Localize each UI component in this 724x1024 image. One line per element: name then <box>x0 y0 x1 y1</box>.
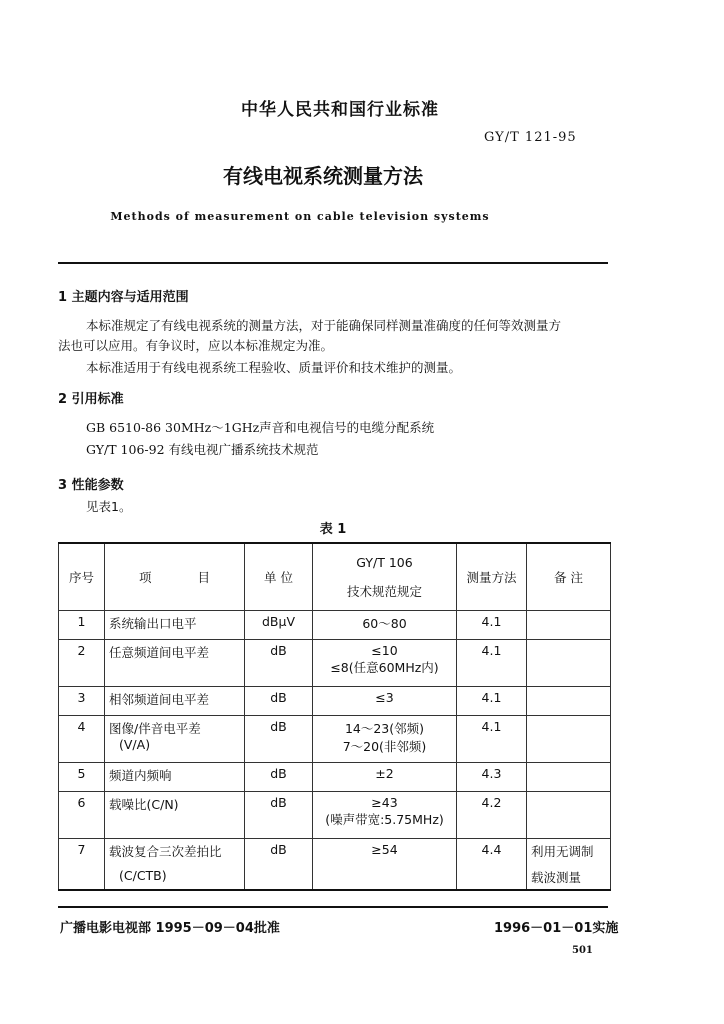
cell-item-line1: 载波复合三次差拍比 <box>109 844 222 859</box>
top-rule <box>58 262 608 264</box>
header-unit: 单 位 <box>245 543 313 611</box>
header-requirement <box>313 543 457 611</box>
table-row <box>59 763 611 792</box>
cell-req: ≤3 <box>313 687 457 716</box>
cell-remark-line1: 利用无调制 <box>531 844 594 859</box>
cell-req: ±2 <box>313 763 457 792</box>
cell-unit: dBμV <box>245 611 313 640</box>
cell-remark <box>527 716 611 763</box>
cell-item: 系统输出口电平 <box>105 611 245 640</box>
cell-no: 6 <box>59 792 105 839</box>
cell-req-line1: ≥43 <box>371 795 398 810</box>
cell-unit: dB <box>245 687 313 716</box>
cell-item <box>105 716 245 763</box>
section-3-heading: 3 性能参数 <box>58 478 124 493</box>
cell-remark <box>527 611 611 640</box>
table-row <box>59 611 611 640</box>
table-header-row <box>59 543 611 611</box>
table-row <box>59 640 611 687</box>
cell-req: ≥54 <box>313 839 457 891</box>
cell-req-line2: 7～20(非邻频) <box>342 739 427 754</box>
cell-req: 60～80 <box>313 611 457 640</box>
cell-req-line1: ≤10 <box>371 643 398 658</box>
header-req-b: 技术规范规定 <box>346 583 422 599</box>
table-row <box>59 716 611 763</box>
cell-unit: dB <box>245 763 313 792</box>
performance-table <box>58 542 611 891</box>
cell-no: 3 <box>59 687 105 716</box>
cell-method: 4.3 <box>457 763 527 792</box>
table-caption: 表 1 <box>319 522 347 537</box>
cell-no: 7 <box>59 839 105 891</box>
cell-method: 4.1 <box>457 716 527 763</box>
cell-unit: dB <box>245 839 313 891</box>
cell-req <box>313 716 457 763</box>
approval-line: 广播电影电视部 1995－09－04批准 <box>60 921 280 936</box>
header-item-b: 目 <box>197 570 211 585</box>
reference-gb6510: GB 6510-86 30MHz～1GHz声音和电视信号的电缆分配系统 <box>86 420 435 435</box>
cell-no: 2 <box>59 640 105 687</box>
cell-remark <box>527 839 611 891</box>
cell-unit: dB <box>245 792 313 839</box>
section-1-para-b: 法也可以应用。有争议时，应以本标准规定为准。 <box>58 338 334 353</box>
header-method: 测量方法 <box>457 543 527 611</box>
table-row <box>59 839 611 891</box>
cell-method: 4.1 <box>457 611 527 640</box>
cell-item: 载噪比(C/N) <box>105 792 245 839</box>
cell-req-line2: (噪声带宽:5.75MHz) <box>325 812 444 827</box>
cell-no: 4 <box>59 716 105 763</box>
header-remark: 备 注 <box>527 543 611 611</box>
cell-remark <box>527 792 611 839</box>
table-row <box>59 687 611 716</box>
bottom-rule <box>58 906 608 908</box>
issuing-org: 中华人民共和国行业标准 <box>241 100 439 120</box>
cell-method: 4.4 <box>457 839 527 891</box>
cell-req <box>313 640 457 687</box>
cell-item-line1: 图像/伴音电平差 <box>109 721 201 736</box>
cell-unit: dB <box>245 640 313 687</box>
document-title: 有线电视系统测量方法 <box>223 164 423 188</box>
cell-method: 4.1 <box>457 687 527 716</box>
cell-item <box>105 839 245 891</box>
cell-remark <box>527 640 611 687</box>
section-1-para-a: 本标准规定了有线电视系统的测量方法，对于能确保同样测量准确度的任何等效测量方 <box>86 318 562 333</box>
standard-number: GY/T 121-95 <box>484 130 577 145</box>
header-item-a: 项 <box>138 570 152 585</box>
cell-req <box>313 792 457 839</box>
cell-remark <box>527 687 611 716</box>
section-2-heading: 2 引用标准 <box>58 392 124 407</box>
cell-item: 相邻频道间电平差 <box>105 687 245 716</box>
cell-item: 频道内频响 <box>105 763 245 792</box>
effective-date: 1996－01－01实施 <box>494 921 619 936</box>
reference-gyt106: GY/T 106-92 有线电视广播系统技术规范 <box>86 442 319 457</box>
cell-no: 5 <box>59 763 105 792</box>
cell-method: 4.2 <box>457 792 527 839</box>
table-row <box>59 792 611 839</box>
header-item <box>105 543 245 611</box>
section-3-para: 见表1。 <box>86 499 132 514</box>
page-number: 501 <box>572 945 593 956</box>
cell-item-line2: (V/A) <box>119 737 151 752</box>
section-1-para-c: 本标准适用于有线电视系统工程验收、质量评价和技术维护的测量。 <box>86 360 462 375</box>
cell-method: 4.1 <box>457 640 527 687</box>
cell-remark <box>527 763 611 792</box>
section-1-heading: 1 主题内容与适用范围 <box>58 290 189 305</box>
cell-unit: dB <box>245 716 313 763</box>
cell-item: 任意频道间电平差 <box>105 640 245 687</box>
cell-req-line1: 14～23(邻频) <box>344 721 425 736</box>
cell-remark-line2: 载波测量 <box>531 870 582 885</box>
cell-item-line2: (C/CTB) <box>119 868 167 883</box>
cell-req-line2: ≤8(任意60MHz内) <box>330 660 439 675</box>
header-no: 序号 <box>59 543 105 611</box>
cell-no: 1 <box>59 611 105 640</box>
document-title-english: Methods of measurement on cable television systems <box>110 210 490 223</box>
header-req-a: GY/T 106 <box>356 554 413 570</box>
